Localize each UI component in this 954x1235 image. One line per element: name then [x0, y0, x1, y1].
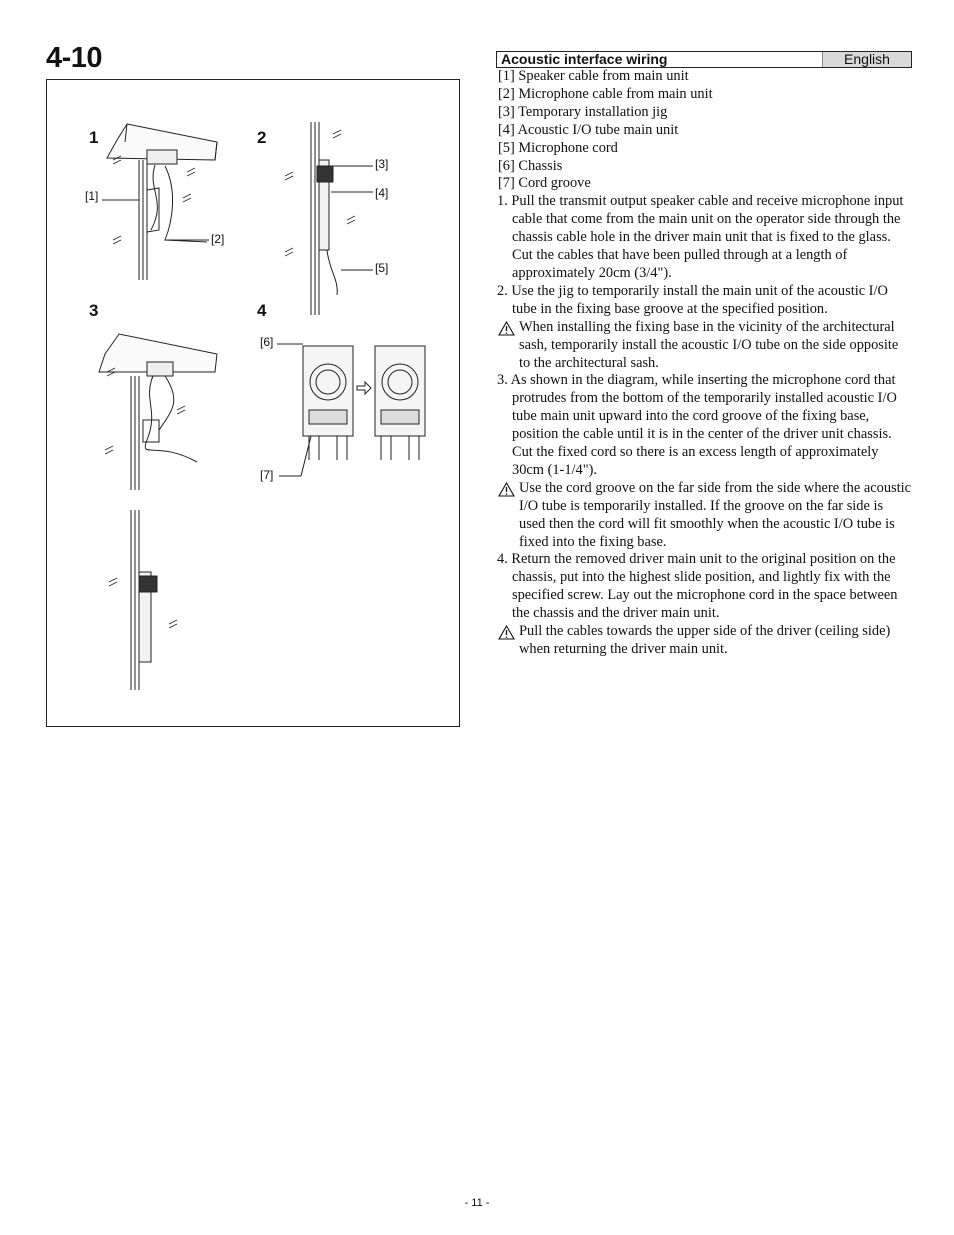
- step-3-text: 3. As shown in the diagram, while inserting the microphone cord that protrudes from the bottom of the temporarily installed acoustic I/O tube main unit upward into the cord groove of the fixing base, position the cable until it is in the center of the driver unit chassis. Cut the fixed cord so there is an excess length of approximately 30cm (1-1/4").: [497, 372, 897, 478]
- part-item: [4] Acoustic I/O tube main unit: [498, 121, 679, 138]
- instructions-text: [496, 68, 912, 659]
- step-label-3: 3: [89, 301, 99, 320]
- step-2-caution: [496, 319, 912, 373]
- part-item: [5] Microphone cord: [498, 139, 618, 156]
- caution-text: Pull the cables towards the upper side of the driver (ceiling side) when returning the driver main unit.: [519, 623, 891, 657]
- step-label-2: 2: [257, 128, 267, 147]
- language-label: English: [822, 52, 911, 67]
- section-number: 4-10: [46, 42, 103, 74]
- part-item: [7] Cord groove: [498, 175, 591, 192]
- warning-icon: [498, 625, 515, 640]
- drawing-4: [277, 344, 425, 476]
- callout-5: [5]: [375, 261, 389, 275]
- callout-1: [1]: [85, 189, 99, 203]
- callout-4: [4]: [375, 186, 389, 200]
- step-label-4: 4: [257, 301, 267, 320]
- step-2-text: 2. Use the jig to temporarily install the main unit of the acoustic I/O tube in the fixing base groove at the specified position.: [497, 282, 888, 317]
- callout-7: [7]: [260, 468, 274, 482]
- step-label-1: 1: [89, 128, 99, 147]
- caution-text: When installing the fixing base in the vicinity of the architectural sash, temporarily install the acoustic I/O tube on the side opposite to the architectural sash.: [519, 318, 899, 371]
- drawing-2: [285, 122, 373, 315]
- drawing-1: [102, 124, 217, 280]
- part-item: [2] Microphone cable from main unit: [498, 85, 713, 102]
- step-3-caution: [496, 480, 912, 552]
- section-header: [496, 51, 912, 68]
- callout-2: [2]: [211, 232, 225, 246]
- callout-3: [3]: [375, 157, 389, 171]
- part-item: [1] Speaker cable from main unit: [498, 68, 689, 84]
- installation-figure: [46, 79, 460, 727]
- callout-6: [6]: [260, 335, 274, 349]
- drawing-3: [99, 334, 217, 690]
- page-number: - 11 -: [464, 1197, 490, 1209]
- step-4-caution: [496, 623, 912, 659]
- steps-list: [496, 193, 912, 659]
- step-4-text: 4. Return the removed driver main unit to the original position on the chassis, put into the highest slide position, and lightly fix with the specified screw. Lay out the microphone cord in the space between the chassis and the driver main unit.: [497, 551, 898, 622]
- section-title: Acoustic interface wiring: [501, 51, 668, 67]
- caution-text: Use the cord groove on the far side from the side where the acoustic I/O tube is temporarily installed. If the groove on the far side is used then the cord will fit smoothly when the acoustic I/O tube is fixed into the fixing base.: [519, 479, 912, 550]
- warning-icon: [498, 482, 515, 497]
- part-item: [3] Temporary installation jig: [498, 103, 668, 120]
- installation-drawings: [47, 80, 461, 728]
- step-1-text: 1. Pull the transmit output speaker cable and receive microphone input cable that come from the main unit on the operator side through the chassis cable hole in the driver main unit that is fixed to the glass. Cut the cables that have been pulled through at a length of approximately 20cm (3/4").: [497, 193, 904, 281]
- part-item: [6] Chassis: [498, 157, 563, 174]
- warning-icon: [498, 321, 515, 336]
- parts-list: [496, 68, 912, 193]
